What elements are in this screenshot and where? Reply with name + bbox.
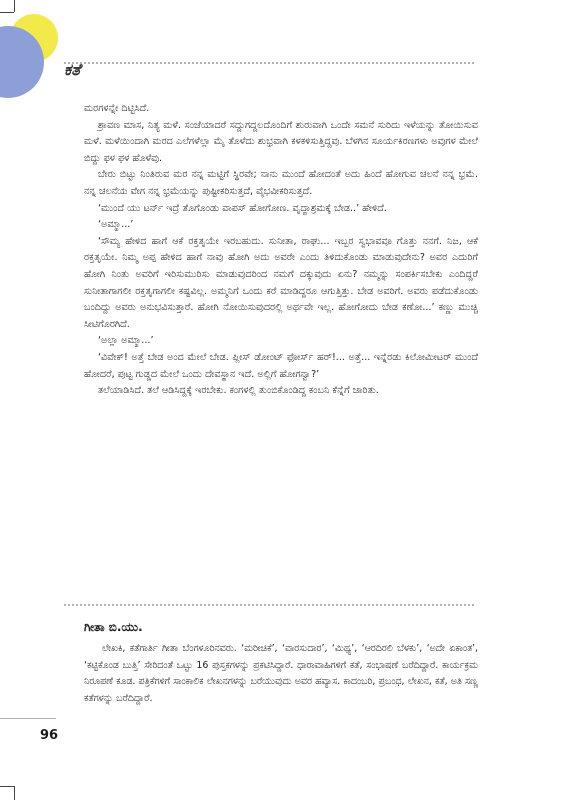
page-number: 96 [40, 728, 59, 743]
author-section-divider [64, 604, 474, 606]
story-paragraph: ಬೇರು ಬಿಟ್ಟು ನಿಂತಿರುವ ಮರ ನನ್ನ ಮಟ್ಟಿಗೆ ಸ್ಥಿರವೇ; ನಾನು ಮುಂದೆ ಹೋದಂತೆ ಅದು ಹಿಂದೆ ಹೋಗುವ ಚಲನೆ ನನ್ನ ಭ್ರಮೆ. ನನ್ನ ಚಲನೆಯ ವೇಗ ನನ್ನ ಭ್ರಮೆಯನ್ನು ಪುಷ್ಟೀಕರಿಸುತ್ತದೆ, ವೈಭವೀಕರಿಸುತ್ತದೆ. [84, 169, 478, 197]
story-paragraph: ತಲೆಯಾಡಿಸಿದೆ. ತಲೆ ಆಡಿಸಿದ್ದಕ್ಕೆ ಇರಬೇಕು. ಕಂಗಳಲ್ಲಿ ತುಂಬಿಕೊಂಡಿದ್ದ ಕಂಬನಿ ಕೆನ್ನೆಗೆ ಜಾರಿತು. [98, 385, 379, 397]
author-name: ಗೀತಾ ಬಿ.ಯು. [84, 620, 143, 634]
story-paragraph: ‘ಸೌಮ್ಯ ಹೇಳಿದ ಹಾಗೆ ಆಕೆ ರಕ್ತತೃಯೇ ಇರಬಹುದು. ಸುನೀತಾ, ರಾಘು... ಇಬ್ಬರ ಸ್ವಭಾವವೂ ಗೊತ್ತು ನನಗೆ. ನಿಜ, ಆಕೆ ರಕ್ತತೃಯೇ. ನಿಮ್ಮ ಅಪ್ಪ ಹೇಳಿದ ಹಾಗೆ ನಾವು ಹೋಗಿ ಅದು ಅವರೇ ಎಂದು ತಿಳಿದುಕೊಂಡು ಮಾಡುವುದೇನು? ಅವರ ಎದುರಿಗೆ ಹೋಗಿ ನಿಂತು ಅವರಿಗೆ ಇರಿಸುಮುರಿಸು ಮಾಡುವುದರಿಂದ ನಮಗೆ ದಕ್ಕುವುದು ಏನು? ನಮ್ಮನ್ನು ಸಂಪರ್ಕಿಸಬೇಕು ಎಂದಿದ್ದರೆ ಸುನೀತಾಗಾಗಲೀ ರಕ್ತತೃಗಾಗಲೀ ಕಷ್ಟವಿಲ್ಲ. ಅಮ್ಮನಿಗೆ ಒಂದು ಕರೆ ಮಾಡಿದ್ದರೂ ಆಗುತ್ತಿತ್ತು. ಬೇಡ ಅವರಿಗೆ. ಅವರು ಪಡೆದುಕೊಂಡು ಬಂದಿದ್ದು ಅವರು ಅನುಭವಿಸುತ್ತಾರೆ. ಹೋಗಿ ನೋಯಿಸುವುದರಲ್ಲಿ ಅರ್ಥವೇ ಇಲ್ಲ. ಹೋಗೋದು ಬೇಡ ಕಣೋ...’ ಕಣ್ಣು ಮುಚ್ಚಿ ಸೀಟಿಗೊರಗಿದೆ. [84, 235, 478, 330]
story-paragraph: ಮರಗಳನ್ನೇ ದಿಟ್ಟಿಸಿದೆ. [84, 103, 150, 114]
story-paragraph: ‘ಅಮ್ಮಾ...’ [98, 219, 134, 231]
story-paragraph: ‘ವಿವೇಕ್! ಅತ್ತೆ ಬೇಡ ಅಂದ ಮೇಲೆ ಬೇಡ. ಪ್ಲೀಸ್ ಡೋಂಟ್ ಫೋರ್ಸ್ ಹರ್!... ಅತ್ತೆ... ಇನ್ನೆರಡು ಕಿಲೋಮೀಟರ್ ಮುಂದೆ ಹೋದರೆ, ಪುಟ್ಟ ಗುಡ್ಡದ ಮೇಲೆ ಒಂದು ದೇವಸ್ಥಾನ ಇದೆ. ಅಲ್ಲಿಗೆ ಹೋಗನ್ವಾ?’ [84, 351, 478, 380]
story-body [84, 101, 478, 400]
story-paragraph: ಶ್ರಾವಣ ಮಾಸ, ನಿತ್ಯ ಮಳೆ. ಸಂಜೆಯಾದರೆ ಸದ್ದುಗದ್ದಲದೊಂದಿಗೆ ಶುರುವಾಗಿ ಒಂದೇ ಸಮನೆ ಸುರಿದು ಇಳೆಯನ್ನು ತೋಯಿಸುವ ಮಳೆ. ಮಳೆಯಿಂದಾಗಿ ಮರದ ಎಲೆಗಳೆಲ್ಲಾ ಮೈ ತೊಳೆದು ಶುಭ್ರವಾಗಿ ಕಳಕಳಿಸುತ್ತಿದ್ದವು. ಬೆಳಗಿನ ಸೂರ್ಯಕಿರಣಗಳು ಅವುಗಳ ಮೇಲೆ ಬಿದ್ದು ಫಳ ಫಳ ಹೊಳೆವು. [84, 119, 478, 164]
page-number-rule [0, 718, 56, 719]
section-label: ಕತೆ [64, 60, 81, 79]
crop-mark-bottom-vertical [14, 786, 15, 800]
crop-mark-top-vertical [14, 0, 15, 12]
crop-mark-top-horizontal [0, 12, 14, 13]
crop-mark-bottom-horizontal [0, 786, 14, 787]
story-paragraph: ‘ಮುಂದೆ ಯು ಟರ್ನ್ ಇದ್ರೆ ತೊಗೊಂಡು ವಾಪಸ್ ಹೋಗೋಣ. ವೃದ್ಧಾಶ್ರಮಕ್ಕೆ ಬೇಡ..’ ಹೇಳಿದೆ. [98, 202, 387, 214]
story-paragraph: ‘ಅಲ್ಲಾ ಅಮ್ಮಾ...’ [98, 335, 154, 347]
header-divider [64, 62, 474, 64]
author-bio: ಲೇಖಕಿ, ಕತೆಗಾರ್ತಿ ಗೀತಾ ಬೆಂಗಳೂರಿನವರು. ‘ಮರೀಚಿಕೆ’, ‘ವಾರಸುದಾರ’, ‘ಮಿಥ್ಯ’, ‘ಆರದಿರಲಿ ಬೆಳಕು’, ‘ಅದೇ ಏಕಾಂತ’, ‘ಕಟ್ಟಿಕೊಂಡ ಬುತ್ತಿ’ ಸೇರಿದಂತೆ ಒಟ್ಟು 16 ಪುಸ್ತಕಗಳನ್ನು ಪ್ರಕಟಿಸಿದ್ದಾರೆ. ಧಾರಾವಾಹಿಗಳಿಗೆ ಕತೆ, ಸಂಭಾಷಣೆ ಬರೆದಿದ್ದಾರೆ. ಕಾರ್ಯಕ್ರಮ ನಿರೂಪಣೆ ಕೂಡ. ಪತ್ರಿಕೆಗಳಿಗೆ ಸಾಂಕಾಲಿಕ ಲೇಖನಗಳನ್ನು ಬರೆಯುವುದು ಅವರ ಹವ್ಯಾಸ. ಕಾದಂಬರಿ, ಪ್ರಬಂಧ, ಲೇಖನ, ಕತೆ, ಅತಿ ಸಣ್ಣ ಕತೆಗಳನ್ನು ಬರೆದಿದ್ದಾರೆ. [84, 643, 478, 704]
